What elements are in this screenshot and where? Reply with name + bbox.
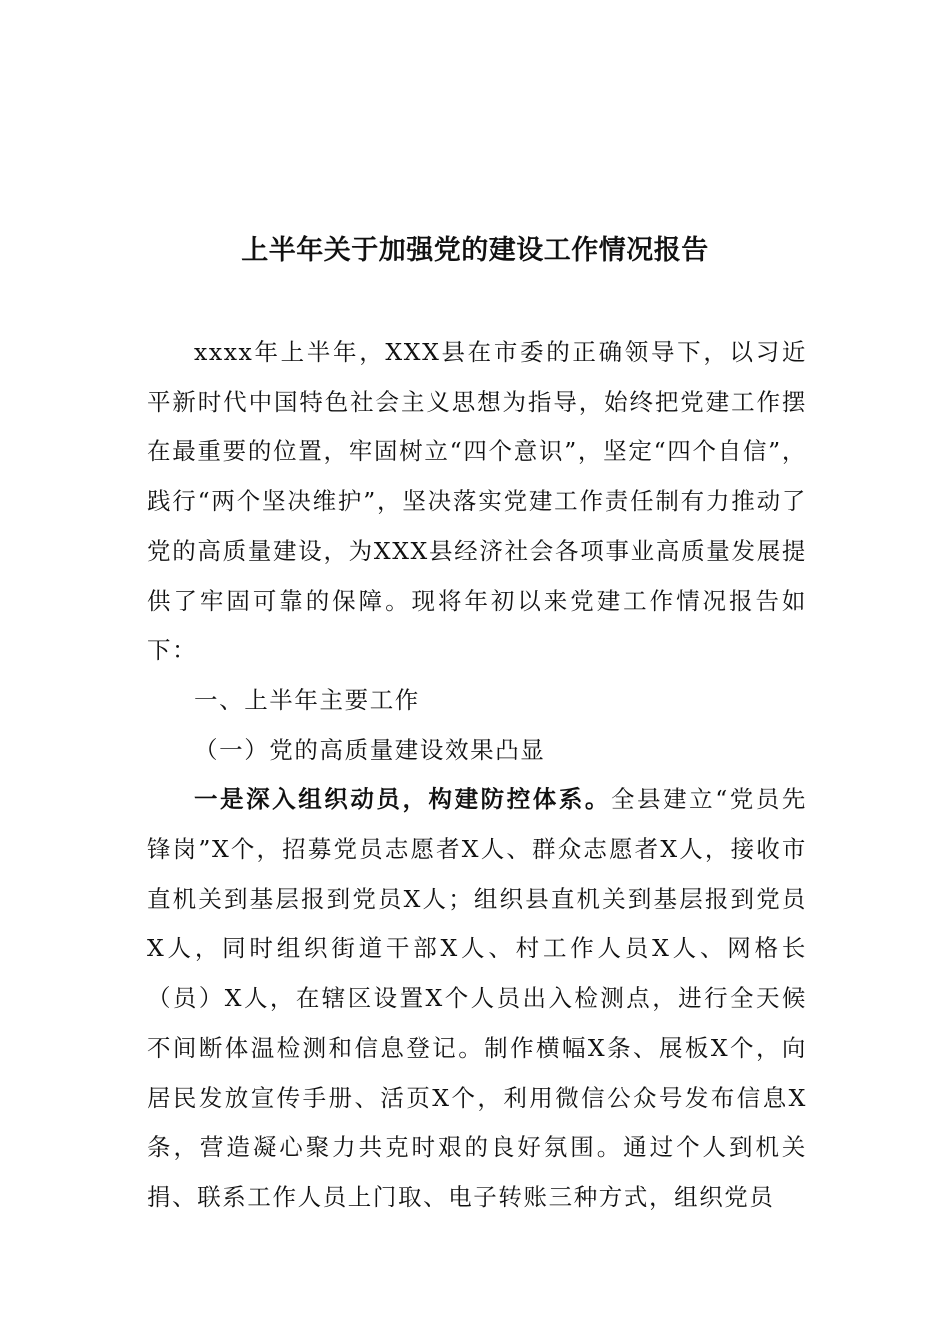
point-one-body: 全县建立“党员先锋岗”X个，招募党员志愿者X人、群众志愿者X人，接收市直机关到基层报到党员X人；组织县直机关到基层报到党员X人，同时组织街道干部X人、村工作人员X人、网格长（员）X人，在辖区设置X个人员出入检测点，进行全天候不间断体温检测和信息登记。制作横幅X条、展板X个，向居民发放宣传手册、活页X个，利用微信公众号发布信息X条，营造凝心聚力共克时艰的良好氛围。通过个人到机关捐、联系工作人员上门取、电子转账三种方式，组织党员 [147,785,807,1211]
document-title: 上半年关于加强党的建设工作情况报告 [241,235,709,266]
point-one-paragraph [147,775,807,1222]
point-one-lead: 一是深入组织动员，构建防控体系。 [194,785,611,814]
intro-paragraph: xxxx年上半年，XXX县在市委的正确领导下，以习近平新时代中国特色社会主义思想为指导，始终把党建工作摆在最重要的位置，牢固树立“四个意识”，坚定“四个自信”，践行“两个坚决维护”，坚决落实党建工作责任制有力推动了党的高质量建设，为XXX县经济社会各项事业高质量发展提供了牢固可靠的保障。现将年初以来党建工作情况报告如下： [147,338,807,665]
document-body [147,328,807,1223]
section-heading: 一、上半年主要工作 [194,685,420,714]
subsection-heading: （一）党的高质量建设效果凸显 [194,735,546,764]
